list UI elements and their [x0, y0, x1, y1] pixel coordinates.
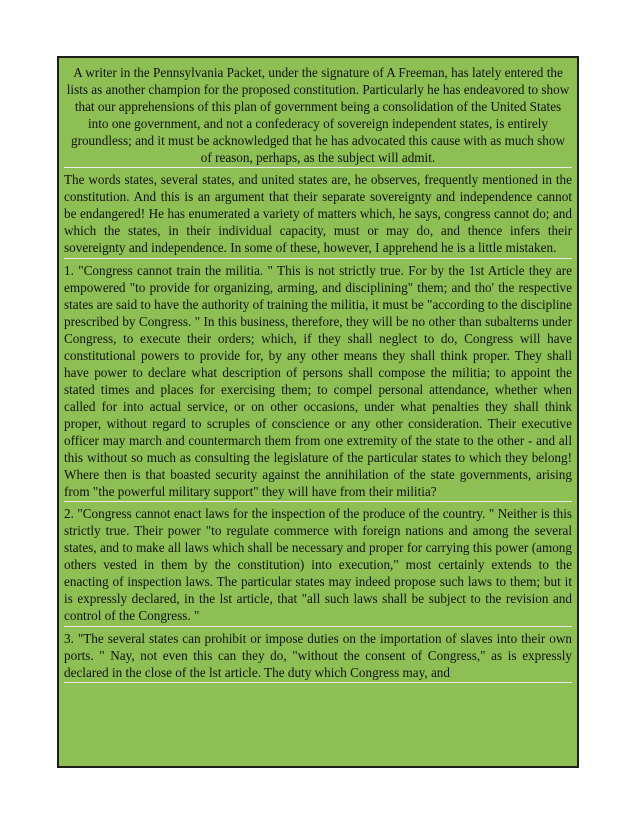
- paragraph-4: [64, 630, 572, 683]
- document-page: [57, 56, 579, 768]
- intro-text: A writer in the Pennsylvania Packet, under the signature of A Freeman, has lately entered the lists as another champion for the proposed constitution. Particularly he has endeavored to show that our apprehensions of this plan of government being a consolidation of the United States into one government, and not a confederacy of sovereign independent states, is entirely groundless; and it must be acknowledged that he has advocated this cause with as much show of reason, perhaps, as the subject will admit.: [66, 65, 570, 166]
- paragraph-text: The words states, several states, and united states are, he observes, frequently mentioned in the constitution. And this is an argument that their separate sovereignty and independence cannot be endangered! He has enumerated a variety of matters which, he says, congress cannot do; and which the states, in their individual capacity, must or may do, and thence infers their sovereignty and independence. In some of these, however, I apprehend he is a little mistaken.: [64, 172, 572, 256]
- paragraph-1: [64, 171, 572, 258]
- intro-paragraph: [64, 64, 572, 168]
- paragraph-text: 2. "Congress cannot enact laws for the inspection of the produce of the country. " Neither is this strictly true. Their power "to regulate commerce with foreign nations and among the several states, and to make all laws which shall be necessary and proper for carrying this power (among others vested in them by the constitution) into execution," most certainly extends to the enacting of inspection laws. The particular states may indeed propose such laws to them; but it is expressly declared, in the lst article, that "all such laws shall be subject to the revision and control of the Congress. ": [64, 506, 572, 624]
- paragraph-2: [64, 262, 572, 503]
- paragraph-text: 1. "Congress cannot train the militia. " This is not strictly true. For by the 1st Article they are empowered "to provide for organizing, arming, and disciplining" them; and tho' the respective states are said to have the authority of training the militia, it must be "according to the discipline prescribed by Congress. " In this business, therefore, they will be no other than subalterns under Congress, to execute their orders; which, if they shall neglect to do, Congress will have constitutional powers to provide for, by any other means they shall think proper. They shall have power to declare what description of persons shall compose the militia; to appoint the stated times and places for exercising them; to compel personal attendance, whether when called for into actual service, or on other occasions, under what penalties they shall think proper, without regard to scruples of conscience or any other consideration. Their executive officer may march and countermarch them from one extremity of the state to the other - and all this without so much as consulting the legislature of the particular states to which they belong! Where then is that boasted security against the annihilation of the state governments, arising from "the powerful military support" they will have from their militia?: [64, 262, 572, 500]
- paragraph-3: [64, 505, 572, 626]
- paragraph-text: 3. "The several states can prohibit or impose duties on the importation of slaves into their own ports. " Nay, not even this can they do, "without the consent of Congress," as is expressly declared in the close of the lst article. The duty which Congress may, and: [64, 630, 572, 680]
